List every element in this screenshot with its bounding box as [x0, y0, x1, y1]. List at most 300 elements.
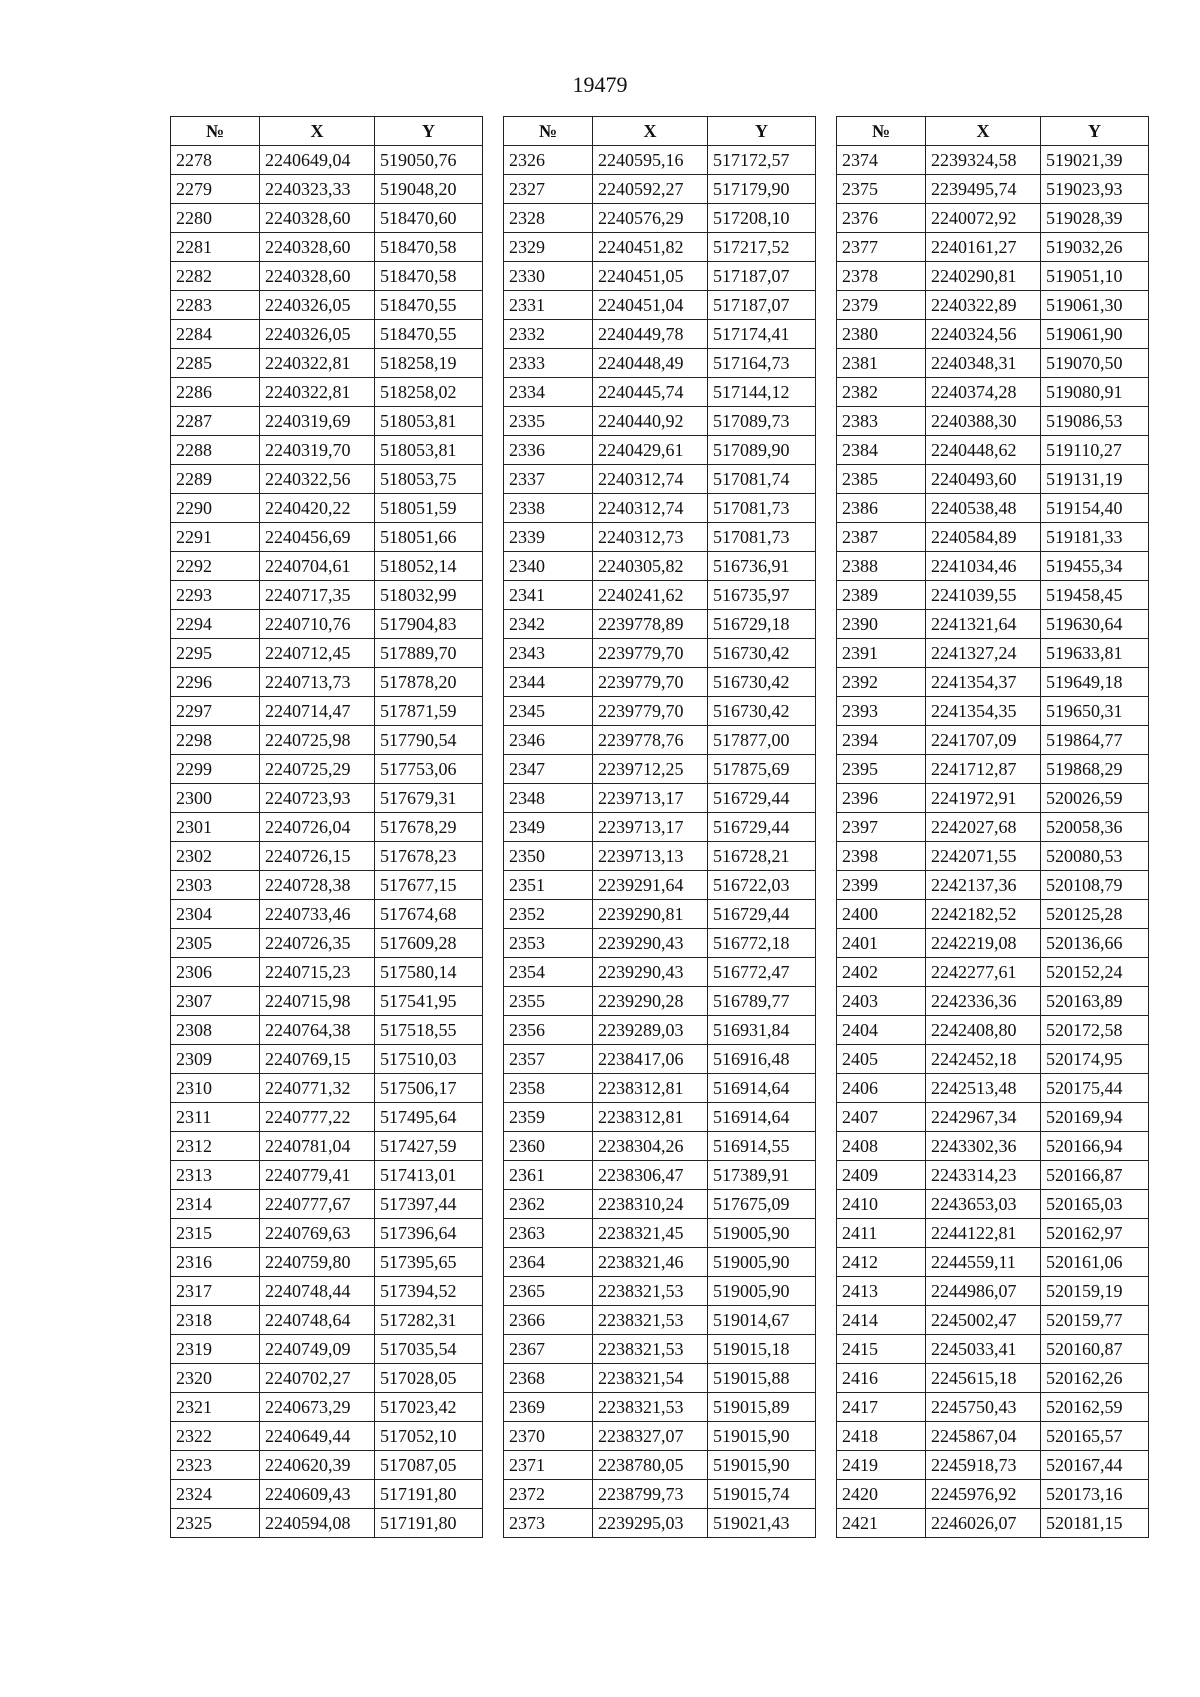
table-row: [171, 349, 483, 378]
x-coordinate: 2241354,37: [926, 668, 1041, 697]
y-coordinate: 517217,52: [708, 233, 816, 262]
y-coordinate: 519080,91: [1041, 378, 1149, 407]
x-coordinate: 2240328,60: [260, 204, 375, 233]
x-coordinate: 2238321,53: [593, 1277, 708, 1306]
y-coordinate: 518053,81: [375, 407, 483, 436]
x-coordinate: 2240702,27: [260, 1364, 375, 1393]
y-coordinate: 519868,29: [1041, 755, 1149, 784]
x-coordinate: 2245002,47: [926, 1306, 1041, 1335]
table-row: [171, 1393, 483, 1422]
table-row: [504, 146, 816, 175]
table-row: [171, 175, 483, 204]
y-coordinate: 520167,44: [1041, 1451, 1149, 1480]
y-coordinate: 517191,80: [375, 1480, 483, 1509]
x-coordinate: 2240728,38: [260, 871, 375, 900]
x-coordinate: 2240326,05: [260, 291, 375, 320]
point-number: 2367: [504, 1335, 593, 1364]
point-number: 2389: [837, 581, 926, 610]
y-coordinate: 519110,27: [1041, 436, 1149, 465]
x-coordinate: 2240388,30: [926, 407, 1041, 436]
table-row: [837, 958, 1149, 987]
x-coordinate: 2240592,27: [593, 175, 708, 204]
x-coordinate: 2240241,62: [593, 581, 708, 610]
y-coordinate: 520181,15: [1041, 1509, 1149, 1538]
x-coordinate: 2240493,60: [926, 465, 1041, 494]
x-coordinate: 2240322,56: [260, 465, 375, 494]
y-coordinate: 517035,54: [375, 1335, 483, 1364]
table-row: [171, 1074, 483, 1103]
x-coordinate: 2242336,36: [926, 987, 1041, 1016]
x-coordinate: 2245867,04: [926, 1422, 1041, 1451]
table-row: [504, 929, 816, 958]
point-number: 2303: [171, 871, 260, 900]
point-number: 2415: [837, 1335, 926, 1364]
point-number: 2376: [837, 204, 926, 233]
y-coordinate: 519032,26: [1041, 233, 1149, 262]
y-coordinate: 520166,94: [1041, 1132, 1149, 1161]
x-coordinate: 2240305,82: [593, 552, 708, 581]
table-row: [504, 291, 816, 320]
y-coordinate: 516722,03: [708, 871, 816, 900]
y-coordinate: 518470,58: [375, 262, 483, 291]
point-number: 2390: [837, 610, 926, 639]
point-number: 2344: [504, 668, 593, 697]
x-coordinate: 2240161,27: [926, 233, 1041, 262]
point-number: 2372: [504, 1480, 593, 1509]
table-row: [171, 1509, 483, 1538]
y-coordinate: 517678,29: [375, 813, 483, 842]
x-coordinate: 2240445,74: [593, 378, 708, 407]
point-number: 2279: [171, 175, 260, 204]
y-coordinate: 519061,30: [1041, 291, 1149, 320]
table-row: [837, 552, 1149, 581]
y-coordinate: 517871,59: [375, 697, 483, 726]
x-coordinate: 2240312,73: [593, 523, 708, 552]
y-coordinate: 516728,21: [708, 842, 816, 871]
point-number: 2286: [171, 378, 260, 407]
point-number: 2339: [504, 523, 593, 552]
table-row: [837, 755, 1149, 784]
point-number: 2414: [837, 1306, 926, 1335]
y-coordinate: 517191,80: [375, 1509, 483, 1538]
point-number: 2364: [504, 1248, 593, 1277]
point-number: 2283: [171, 291, 260, 320]
point-number: 2334: [504, 378, 593, 407]
x-coordinate: 2238312,81: [593, 1074, 708, 1103]
point-number: 2294: [171, 610, 260, 639]
table-row: [837, 436, 1149, 465]
x-coordinate: 2239712,25: [593, 755, 708, 784]
table-row: [171, 842, 483, 871]
y-coordinate: 517087,05: [375, 1451, 483, 1480]
point-number: 2401: [837, 929, 926, 958]
y-coordinate: 519015,90: [708, 1422, 816, 1451]
x-coordinate: 2240769,63: [260, 1219, 375, 1248]
x-coordinate: 2240319,70: [260, 436, 375, 465]
point-number: 2333: [504, 349, 593, 378]
x-coordinate: 2240725,98: [260, 726, 375, 755]
y-coordinate: 517023,42: [375, 1393, 483, 1422]
x-coordinate: 2242277,61: [926, 958, 1041, 987]
x-coordinate: 2240348,31: [926, 349, 1041, 378]
x-coordinate: 2240704,61: [260, 552, 375, 581]
y-coordinate: 517674,68: [375, 900, 483, 929]
table-row: [837, 639, 1149, 668]
y-coordinate: 516772,18: [708, 929, 816, 958]
table-row: [171, 146, 483, 175]
table-row: [504, 1016, 816, 1045]
point-number: 2288: [171, 436, 260, 465]
table-row: [837, 1190, 1149, 1219]
table-row: [504, 842, 816, 871]
y-coordinate: 520162,59: [1041, 1393, 1149, 1422]
x-coordinate: 2240448,49: [593, 349, 708, 378]
table-row: [837, 349, 1149, 378]
y-coordinate: 520136,66: [1041, 929, 1149, 958]
point-number: 2278: [171, 146, 260, 175]
point-number: 2381: [837, 349, 926, 378]
x-coordinate: 2240448,62: [926, 436, 1041, 465]
y-coordinate: 518258,19: [375, 349, 483, 378]
point-number: 2396: [837, 784, 926, 813]
point-number: 2407: [837, 1103, 926, 1132]
y-coordinate: 516729,44: [708, 813, 816, 842]
x-coordinate: 2239290,81: [593, 900, 708, 929]
y-coordinate: 518470,58: [375, 233, 483, 262]
table-row: [837, 1422, 1149, 1451]
x-coordinate: 2238321,46: [593, 1248, 708, 1277]
y-coordinate: 516914,64: [708, 1074, 816, 1103]
table-header-row: [837, 117, 1149, 146]
y-coordinate: 520166,87: [1041, 1161, 1149, 1190]
table-row: [171, 755, 483, 784]
y-coordinate: 518032,99: [375, 581, 483, 610]
x-coordinate: 2240733,46: [260, 900, 375, 929]
point-number: 2352: [504, 900, 593, 929]
y-coordinate: 519005,90: [708, 1248, 816, 1277]
x-coordinate: 2239779,70: [593, 697, 708, 726]
table-row: [837, 987, 1149, 1016]
x-coordinate: 2240312,74: [593, 465, 708, 494]
y-coordinate: 516789,77: [708, 987, 816, 1016]
point-number: 2349: [504, 813, 593, 842]
y-coordinate: 517675,09: [708, 1190, 816, 1219]
y-coordinate: 519086,53: [1041, 407, 1149, 436]
x-coordinate: 2238312,81: [593, 1103, 708, 1132]
table-row: [171, 204, 483, 233]
table-row: [504, 813, 816, 842]
table-row: [504, 407, 816, 436]
y-coordinate: 520174,95: [1041, 1045, 1149, 1074]
y-coordinate: 519005,90: [708, 1219, 816, 1248]
point-number: 2285: [171, 349, 260, 378]
x-coordinate: 2240538,48: [926, 494, 1041, 523]
y-coordinate: 519028,39: [1041, 204, 1149, 233]
y-coordinate: 517878,20: [375, 668, 483, 697]
table-row: [171, 1422, 483, 1451]
y-coordinate: 517541,95: [375, 987, 483, 1016]
coordinate-table: [503, 116, 816, 1538]
y-coordinate: 517389,91: [708, 1161, 816, 1190]
y-coordinate: 520169,94: [1041, 1103, 1149, 1132]
table-row: [504, 1045, 816, 1074]
table-row: [504, 697, 816, 726]
table-row: [504, 1219, 816, 1248]
point-number: 2314: [171, 1190, 260, 1219]
y-coordinate: 520172,58: [1041, 1016, 1149, 1045]
x-coordinate: 2242071,55: [926, 842, 1041, 871]
y-coordinate: 516729,44: [708, 900, 816, 929]
x-coordinate: 2244986,07: [926, 1277, 1041, 1306]
y-coordinate: 519181,33: [1041, 523, 1149, 552]
point-number: 2356: [504, 1016, 593, 1045]
table-row: [171, 610, 483, 639]
x-coordinate: 2240649,04: [260, 146, 375, 175]
x-coordinate: 2238321,54: [593, 1364, 708, 1393]
table-row: [504, 552, 816, 581]
table-row: [837, 1509, 1149, 1538]
table-row: [504, 639, 816, 668]
point-number: 2317: [171, 1277, 260, 1306]
point-number: 2421: [837, 1509, 926, 1538]
header-y: Y: [708, 117, 816, 146]
x-coordinate: 2240712,45: [260, 639, 375, 668]
y-coordinate: 519864,77: [1041, 726, 1149, 755]
x-coordinate: 2238780,05: [593, 1451, 708, 1480]
y-coordinate: 519015,89: [708, 1393, 816, 1422]
y-coordinate: 519455,34: [1041, 552, 1149, 581]
point-number: 2337: [504, 465, 593, 494]
table-row: [504, 465, 816, 494]
point-number: 2375: [837, 175, 926, 204]
y-coordinate: 517397,44: [375, 1190, 483, 1219]
point-number: 2409: [837, 1161, 926, 1190]
y-coordinate: 520159,77: [1041, 1306, 1149, 1335]
y-coordinate: 517028,05: [375, 1364, 483, 1393]
table-row: [837, 146, 1149, 175]
y-coordinate: 520058,36: [1041, 813, 1149, 842]
x-coordinate: 2240723,93: [260, 784, 375, 813]
point-number: 2398: [837, 842, 926, 871]
table-row: [837, 465, 1149, 494]
point-number: 2366: [504, 1306, 593, 1335]
table-row: [504, 1190, 816, 1219]
point-number: 2405: [837, 1045, 926, 1074]
x-coordinate: 2240594,08: [260, 1509, 375, 1538]
x-coordinate: 2242137,36: [926, 871, 1041, 900]
y-coordinate: 516730,42: [708, 697, 816, 726]
y-coordinate: 517052,10: [375, 1422, 483, 1451]
y-coordinate: 517427,59: [375, 1132, 483, 1161]
point-number: 2363: [504, 1219, 593, 1248]
y-coordinate: 520125,28: [1041, 900, 1149, 929]
x-coordinate: 2240715,23: [260, 958, 375, 987]
point-number: 2335: [504, 407, 593, 436]
x-coordinate: 2242513,48: [926, 1074, 1041, 1103]
table-row: [171, 929, 483, 958]
table-row: [837, 900, 1149, 929]
x-coordinate: 2240748,64: [260, 1306, 375, 1335]
point-number: 2378: [837, 262, 926, 291]
x-coordinate: 2239290,43: [593, 929, 708, 958]
table-row: [171, 871, 483, 900]
point-number: 2380: [837, 320, 926, 349]
point-number: 2412: [837, 1248, 926, 1277]
x-coordinate: 2240673,29: [260, 1393, 375, 1422]
x-coordinate: 2238327,07: [593, 1422, 708, 1451]
table-row: [504, 262, 816, 291]
point-number: 2306: [171, 958, 260, 987]
point-number: 2343: [504, 639, 593, 668]
y-coordinate: 516736,91: [708, 552, 816, 581]
table-row: [837, 697, 1149, 726]
y-coordinate: 520108,79: [1041, 871, 1149, 900]
point-number: 2290: [171, 494, 260, 523]
x-coordinate: 2240748,44: [260, 1277, 375, 1306]
y-coordinate: 517089,73: [708, 407, 816, 436]
table-row: [171, 494, 483, 523]
table-row: [837, 1451, 1149, 1480]
table-row: [171, 1277, 483, 1306]
y-coordinate: 520160,87: [1041, 1335, 1149, 1364]
table-row: [837, 842, 1149, 871]
table-row: [504, 233, 816, 262]
x-coordinate: 2240429,61: [593, 436, 708, 465]
x-coordinate: 2238321,53: [593, 1306, 708, 1335]
coordinate-tables: [170, 116, 1149, 1538]
point-number: 2416: [837, 1364, 926, 1393]
point-number: 2402: [837, 958, 926, 987]
y-coordinate: 517790,54: [375, 726, 483, 755]
point-number: 2326: [504, 146, 593, 175]
point-number: 2388: [837, 552, 926, 581]
y-coordinate: 517580,14: [375, 958, 483, 987]
x-coordinate: 2240584,89: [926, 523, 1041, 552]
point-number: 2406: [837, 1074, 926, 1103]
point-number: 2320: [171, 1364, 260, 1393]
table-row: [837, 1016, 1149, 1045]
x-coordinate: 2238321,53: [593, 1335, 708, 1364]
y-coordinate: 516914,64: [708, 1103, 816, 1132]
point-number: 2327: [504, 175, 593, 204]
y-coordinate: 519015,74: [708, 1480, 816, 1509]
table-row: [837, 784, 1149, 813]
y-coordinate: 520162,26: [1041, 1364, 1149, 1393]
point-number: 2353: [504, 929, 593, 958]
x-coordinate: 2240319,69: [260, 407, 375, 436]
point-number: 2413: [837, 1277, 926, 1306]
y-coordinate: 519015,90: [708, 1451, 816, 1480]
table-row: [171, 639, 483, 668]
y-coordinate: 517144,12: [708, 378, 816, 407]
point-number: 2313: [171, 1161, 260, 1190]
point-number: 2300: [171, 784, 260, 813]
y-coordinate: 517679,31: [375, 784, 483, 813]
table-row: [837, 1219, 1149, 1248]
point-number: 2395: [837, 755, 926, 784]
y-coordinate: 517081,73: [708, 494, 816, 523]
point-number: 2302: [171, 842, 260, 871]
x-coordinate: 2240714,47: [260, 697, 375, 726]
point-number: 2311: [171, 1103, 260, 1132]
point-number: 2403: [837, 987, 926, 1016]
point-number: 2318: [171, 1306, 260, 1335]
y-coordinate: 516729,44: [708, 784, 816, 813]
x-coordinate: 2240769,15: [260, 1045, 375, 1074]
x-coordinate: 2239289,03: [593, 1016, 708, 1045]
table-row: [504, 958, 816, 987]
table-row: [171, 1190, 483, 1219]
point-number: 2382: [837, 378, 926, 407]
coordinate-table: [170, 116, 483, 1538]
y-coordinate: 519650,31: [1041, 697, 1149, 726]
x-coordinate: 2242027,68: [926, 813, 1041, 842]
x-coordinate: 2239713,17: [593, 813, 708, 842]
point-number: 2345: [504, 697, 593, 726]
table-row: [837, 1306, 1149, 1335]
table-row: [171, 552, 483, 581]
header-y: Y: [375, 117, 483, 146]
table-row: [837, 494, 1149, 523]
table-row: [837, 610, 1149, 639]
x-coordinate: 2238799,73: [593, 1480, 708, 1509]
point-number: 2362: [504, 1190, 593, 1219]
table-row: [171, 1335, 483, 1364]
y-coordinate: 516729,18: [708, 610, 816, 639]
table-row: [837, 1248, 1149, 1277]
table-row: [504, 320, 816, 349]
header-number: №: [504, 117, 593, 146]
y-coordinate: 520175,44: [1041, 1074, 1149, 1103]
x-coordinate: 2240323,33: [260, 175, 375, 204]
x-coordinate: 2244122,81: [926, 1219, 1041, 1248]
x-coordinate: 2240576,29: [593, 204, 708, 233]
table-row: [837, 813, 1149, 842]
table-row: [837, 871, 1149, 900]
y-coordinate: 517187,07: [708, 262, 816, 291]
y-coordinate: 518053,81: [375, 436, 483, 465]
table-row: [504, 349, 816, 378]
point-number: 2373: [504, 1509, 593, 1538]
point-number: 2315: [171, 1219, 260, 1248]
y-coordinate: 519048,20: [375, 175, 483, 204]
y-coordinate: 519014,67: [708, 1306, 816, 1335]
point-number: 2325: [171, 1509, 260, 1538]
x-coordinate: 2238321,53: [593, 1393, 708, 1422]
point-number: 2322: [171, 1422, 260, 1451]
x-coordinate: 2240420,22: [260, 494, 375, 523]
coordinate-table: [836, 116, 1149, 1538]
y-coordinate: 516735,97: [708, 581, 816, 610]
table-row: [171, 523, 483, 552]
point-number: 2296: [171, 668, 260, 697]
point-number: 2307: [171, 987, 260, 1016]
x-coordinate: 2240322,81: [260, 349, 375, 378]
x-coordinate: 2240312,74: [593, 494, 708, 523]
y-coordinate: 516916,48: [708, 1045, 816, 1074]
x-coordinate: 2240595,16: [593, 146, 708, 175]
table-row: [171, 378, 483, 407]
y-coordinate: 519051,10: [1041, 262, 1149, 291]
x-coordinate: 2240322,89: [926, 291, 1041, 320]
table-row: [504, 378, 816, 407]
point-number: 2324: [171, 1480, 260, 1509]
table-row: [171, 1045, 483, 1074]
table-row: [504, 581, 816, 610]
table-row: [171, 436, 483, 465]
y-coordinate: 518470,60: [375, 204, 483, 233]
point-number: 2305: [171, 929, 260, 958]
